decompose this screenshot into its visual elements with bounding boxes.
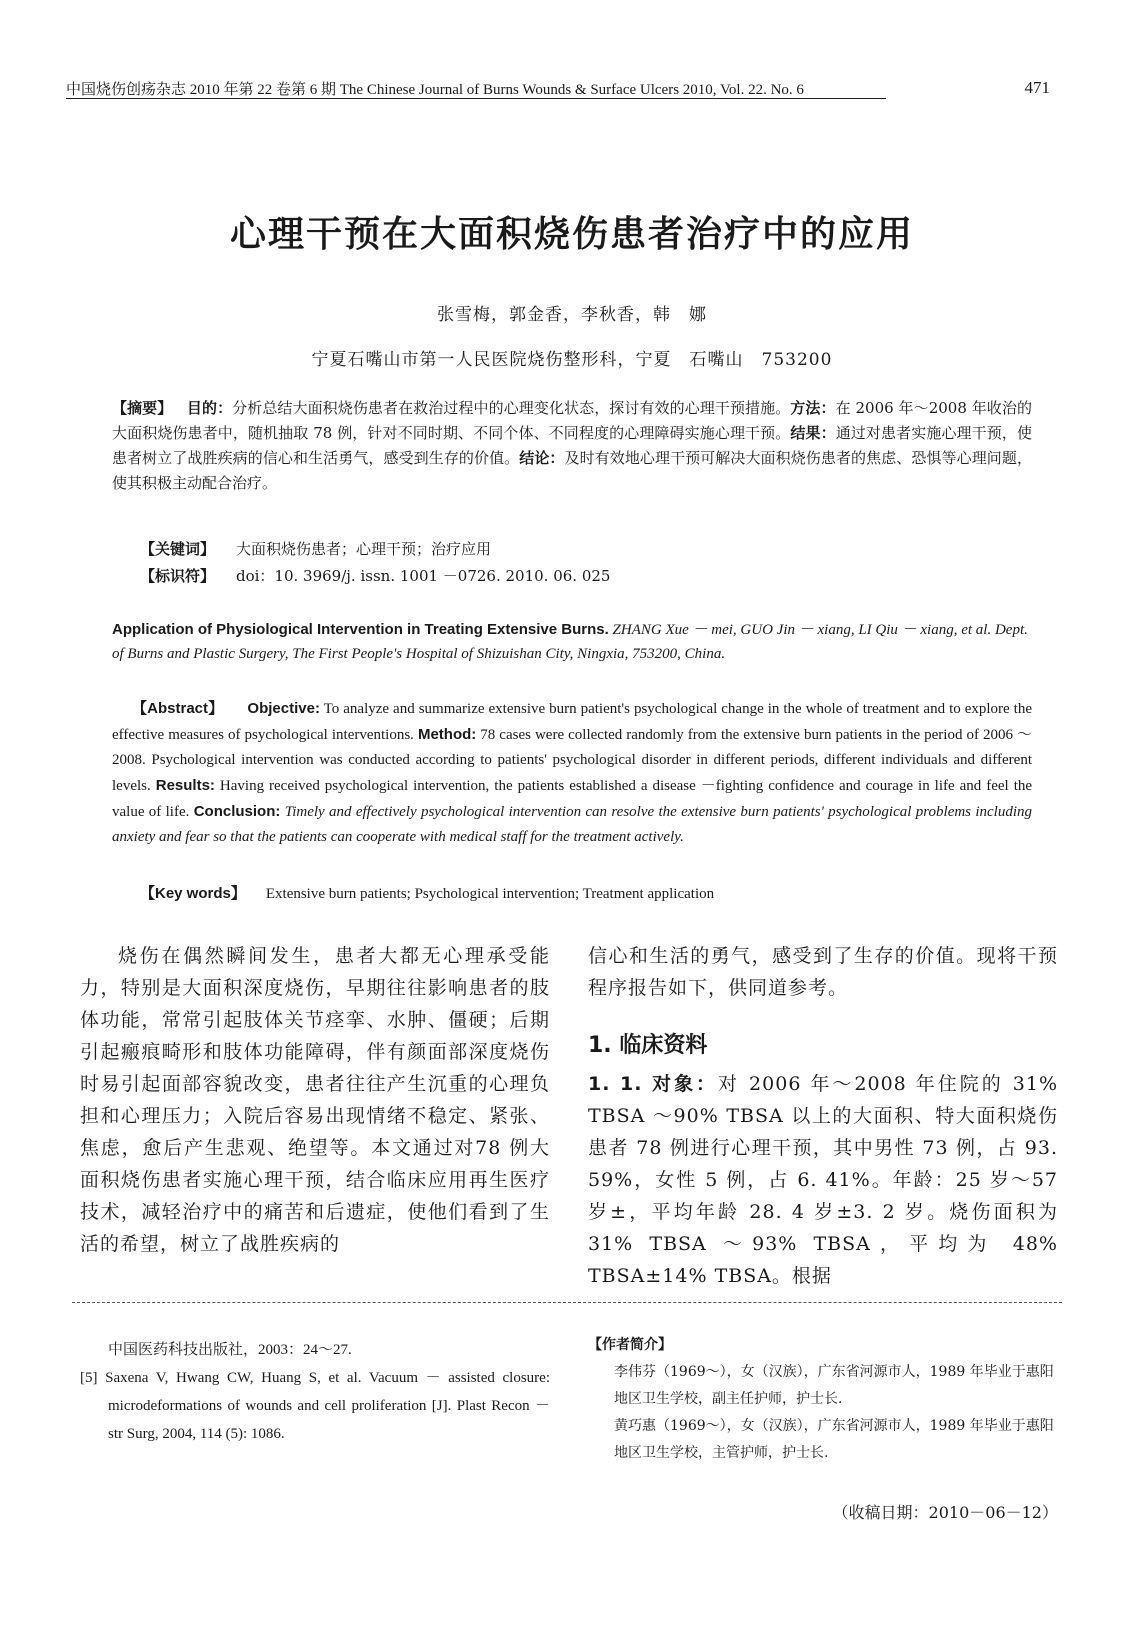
abstract-english bbox=[112, 696, 1032, 850]
result-label: 结果： bbox=[790, 424, 836, 442]
journal-header: 中国烧伤创疡杂志 2010 年第 22 卷第 6 期 The Chinese Journal of Burns Wounds & Surface Ulcers 2010, Vol. 22. No. 6 bbox=[66, 82, 804, 98]
identifier-row bbox=[140, 563, 1020, 590]
conclusion-en-text: Timely and effectively psychological intervention can resolve the extensive burn patients' psychological problems including anxiety and fear so that the patients can cooperate with medical staff for the treatment actively. bbox=[112, 804, 1033, 845]
conclusion-en-label: Conclusion: bbox=[193, 803, 281, 820]
author-list: 张雪梅，郭金香，李秋香，韩 娜 bbox=[437, 305, 707, 325]
body-column-left bbox=[80, 940, 550, 1260]
conclusion-label: 结论： bbox=[519, 449, 565, 467]
subsection-subjects bbox=[588, 1068, 1058, 1292]
intro-continuation: 信心和生活的勇气，感受到了生存的价值。现将干预程序报告如下，供同道参考。 bbox=[588, 945, 1058, 999]
objective-label: 目的： bbox=[186, 399, 233, 417]
english-title-block bbox=[112, 618, 1032, 666]
author-notes-header: 【作者简介】 bbox=[588, 1337, 672, 1353]
keywords-label: 【关键词】 bbox=[140, 540, 216, 558]
objective-text: 分析总结大面积烧伤患者在救治过程中的心理变化状态，探讨有效的心理干预措施。 bbox=[232, 399, 791, 417]
english-authors: ZHANG Xue － mei, GUO Jin － xiang, LI Qiu － xiang, et al. Dept. of Burns and Plastic Surgery, The First People's Hospital of Shizuishan City, Ningxia, 753200, China. bbox=[112, 622, 1028, 662]
keywords-en-label: 【Key words】 bbox=[140, 885, 246, 902]
keywords-block bbox=[140, 536, 1020, 590]
references-block bbox=[80, 1336, 550, 1448]
abstract-en-label: 【Abstract】 bbox=[131, 700, 224, 717]
body-column-right bbox=[588, 940, 1058, 1292]
identifier-label: 【标识符】 bbox=[140, 567, 216, 585]
subsection-label: 1. 1. 对象： bbox=[588, 1073, 719, 1095]
keywords-english bbox=[140, 882, 1020, 903]
abstract-chinese bbox=[112, 396, 1032, 496]
subsection-text: 对 2006 年～2008 年住院的 31% TBSA ～90% TBSA 以上的大面积、特大面积烧伤患者 78 例进行心理干预，其中男性 73 例，占 93. 59%，女性 5 例，占 6. 41%。年龄：25 岁～57 岁±，平均年龄 28. 4 岁±3. 2 岁。烧伤面积为 31% TBSA ～93% TBSA，平均为 48% TBSA±14% TBSA。根据 bbox=[588, 1073, 1058, 1287]
method-en-text: 78 cases were collected randomly from the extensive burn patients in the period of 2006 ～2008. Psychological intervention was conducted according to patients' psychological disorder in different periods, different individuals and different levels. bbox=[112, 727, 1033, 794]
english-title: Application of Physiological Intervention in Treating Extensive Burns. bbox=[112, 621, 609, 638]
keywords-text: 大面积烧伤患者；心理干预；治疗应用 bbox=[236, 540, 492, 558]
reference-5: [5] Saxena V, Hwang CW, Huang S, et al. Vacuum － assisted closure: microdeformations of wounds and cell proliferation [J]. Plast Recon － str Surg, 2004, 114 (5): 1086. bbox=[80, 1370, 550, 1442]
received-date: （收稿日期：2010－06－12） bbox=[832, 1503, 1058, 1522]
footnote-divider bbox=[72, 1302, 1062, 1303]
header-rule bbox=[66, 98, 886, 99]
page-number: 471 bbox=[1024, 78, 1050, 97]
reference-prev: 中国医药科技出版社，2003：24～27. bbox=[108, 1342, 352, 1358]
author-note-2: 黄巧惠（1969～），女（汉族），广东省河源市人，1989 年毕业于惠阳地区卫生学校，主管护师，护士长. bbox=[614, 1418, 1054, 1461]
method-en-label: Method: bbox=[417, 726, 477, 743]
article-title: 心理干预在大面积烧伤患者治疗中的应用 bbox=[229, 214, 914, 255]
method-text: 在 2006 年～2008 年收治的大面积烧伤患者中，随机抽取 78 例，针对不同时期、不同个体、不同程度的心理障碍实施心理干预。 bbox=[112, 399, 1032, 442]
author-notes bbox=[588, 1332, 1058, 1467]
keywords-row bbox=[140, 536, 1020, 563]
keywords-en-text: Extensive burn patients; Psychological intervention; Treatment application bbox=[265, 886, 715, 902]
affiliation: 宁夏石嘴山市第一人民医院烧伤整形科，宁夏 石嘴山 753200 bbox=[311, 350, 833, 370]
method-label: 方法： bbox=[790, 399, 836, 417]
section-heading-clinical: 1. 临床资料 bbox=[588, 1033, 708, 1058]
doi-text: doi：10. 3969/j. issn. 1001 －0726. 2010. 06. 025 bbox=[236, 567, 611, 585]
conclusion-text: 及时有效地心理干预可解决大面积烧伤患者的焦虑、恐惧等心理问题，使其积极主动配合治疗。 bbox=[112, 449, 1032, 492]
results-en-text: Having received psychological intervention, the patients established a disease －fighting confidence and courage in life and feel the value of life. bbox=[112, 778, 1033, 820]
abstract-label: 【摘要】 bbox=[112, 399, 173, 417]
objective-en-text: To analyze and summarize extensive burn patient's psychological change in the whole of treatment and to explore the effective measures of psychological interventions. bbox=[112, 701, 1033, 743]
results-en-label: Results: bbox=[155, 777, 215, 794]
intro-paragraph: 烧伤在偶然瞬间发生，患者大都无心理承受能力，特别是大面积深度烧伤，早期往往影响患者的肢体功能，常常引起肢体关节痉挛、水肿、僵硬；后期引起瘢痕畸形和肢体功能障碍，伴有颜面部深度烧伤时易引起面部容貌改变，患者往往产生沉重的心理负担和心理压力；入院后容易出现情绪不稳定、紧张、焦虑，愈后产生悲观、绝望等。本文通过对78 例大面积烧伤患者实施心理干预，结合临床应用再生医疗技术，减轻治疗中的痛苦和后遗症，使他们看到了生活的希望，树立了战胜疾病的 bbox=[80, 945, 550, 1255]
objective-en-label: Objective: bbox=[247, 700, 320, 717]
running-header bbox=[66, 78, 1050, 99]
author-note-1: 李伟芬（1969～），女（汉族），广东省河源市人，1989 年毕业于惠阳地区卫生学校，副主任护师，护士长. bbox=[614, 1364, 1054, 1407]
result-text: 通过对患者实施心理干预，使患者树立了战胜疾病的信心和生活勇气，感受到生存的价值。 bbox=[112, 424, 1032, 467]
